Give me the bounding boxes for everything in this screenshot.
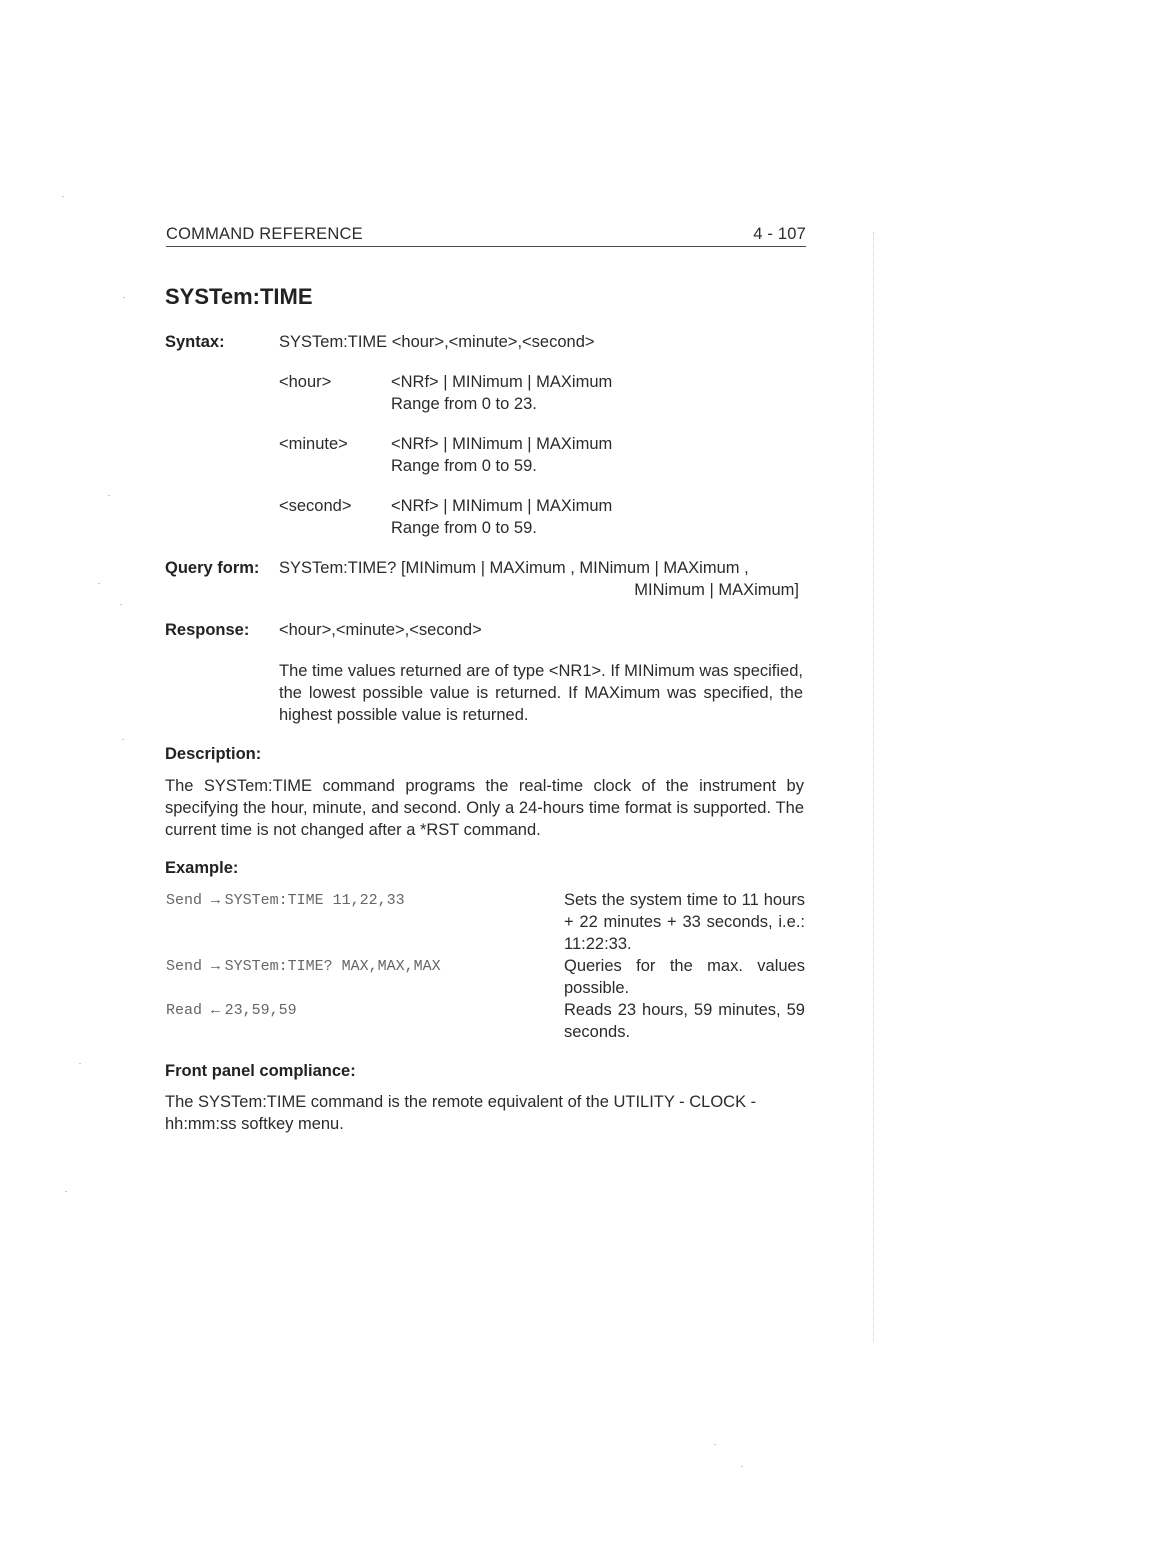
example-command: 23,59,59 <box>224 1002 297 1019</box>
scan-speck <box>714 1444 716 1445</box>
scan-speck <box>98 583 100 584</box>
example-command: SYSTem:TIME? MAX,MAX,MAX <box>224 958 441 975</box>
param-name: <second> <box>279 497 352 515</box>
scan-speck <box>79 1063 81 1064</box>
header-page-number: 4 - 107 <box>753 225 806 243</box>
response-text: The time values returned are of type <NR1>. If MINimum was specified, the lowest possible value is returned. If MAXimum was specified, the highest possible value is returned. <box>279 662 803 724</box>
param-name: <hour> <box>279 373 332 391</box>
scan-margin-line <box>873 232 874 1342</box>
example-command: SYSTem:TIME 11,22,33 <box>224 892 405 909</box>
param-range: Range from 0 to 59. <box>391 457 537 475</box>
example-row-command <box>166 890 405 909</box>
param-type: <NRf> | MINimum | MAXimum <box>391 435 613 453</box>
header-section-title: COMMAND REFERENCE <box>166 225 363 243</box>
front-panel-label: Front panel compliance: <box>165 1062 356 1080</box>
example-label: Example: <box>165 859 239 877</box>
param-range: Range from 0 to 59. <box>391 519 537 537</box>
description-label: Description: <box>165 745 262 763</box>
example-row-command <box>166 1000 297 1019</box>
response-label: Response: <box>165 621 250 639</box>
syntax-command: SYSTem:TIME <hour>,<minute>,<second> <box>279 333 595 351</box>
scan-speck <box>108 495 110 496</box>
response-format: <hour>,<minute>,<second> <box>279 621 482 639</box>
example-direction: Send → <box>166 958 221 975</box>
example-direction: Read ← <box>166 1002 221 1019</box>
example-note: Queries for the max. values possible. <box>564 957 805 997</box>
description-text: The SYSTem:TIME command programs the real-time clock of the instrument by specifying the hour, minute, and second. Only a 24-hours time format is supported. The current time is not changed after a *RST command. <box>165 777 804 839</box>
scan-speck <box>62 196 64 197</box>
query-line-2: MINimum | MAXimum] <box>634 581 799 599</box>
scan-speck <box>741 1466 743 1467</box>
example-note: Reads 23 hours, 59 minutes, 59 seconds. <box>564 1001 805 1041</box>
scan-speck <box>123 297 125 298</box>
scan-speck <box>120 604 122 605</box>
scan-speck <box>65 1191 67 1192</box>
param-type: <NRf> | MINimum | MAXimum <box>391 373 613 391</box>
param-type: <NRf> | MINimum | MAXimum <box>391 497 613 515</box>
front-panel-text: The SYSTem:TIME command is the remote equivalent of the UTILITY - CLOCK - hh:mm:ss softkey menu. <box>165 1093 757 1133</box>
scan-speck <box>122 739 124 740</box>
header-rule <box>166 246 806 247</box>
param-range: Range from 0 to 23. <box>391 395 537 413</box>
query-line-1: SYSTem:TIME? [MINimum | MAXimum , MINimum | MAXimum , <box>279 559 749 577</box>
page-title: SYSTem:TIME <box>165 284 313 309</box>
example-row-command <box>166 956 441 975</box>
param-name: <minute> <box>279 435 348 453</box>
syntax-label: Syntax: <box>165 333 225 351</box>
example-note: Sets the system time to 11 hours + 22 minutes + 33 seconds, i.e.: 11:22:33. <box>564 891 805 953</box>
query-label: Query form: <box>165 559 260 577</box>
example-direction: Send → <box>166 892 221 909</box>
